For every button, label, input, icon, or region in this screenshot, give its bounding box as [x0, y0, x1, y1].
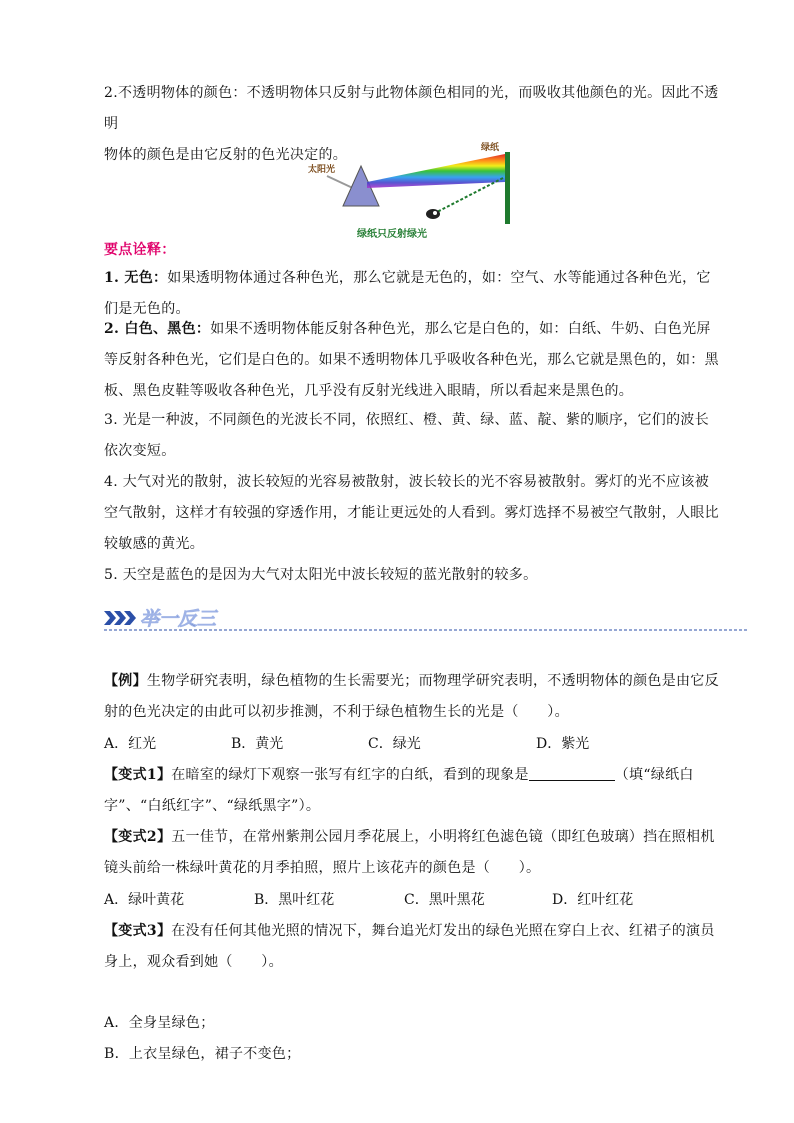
section-2-line-2: 物体的颜色是由它反射的色光决定的。 [104, 147, 348, 163]
practice-banner [104, 603, 747, 633]
key-point-4: 4. 大气对光的散射，波长较短的光容易被散射，波长较长的光不容易被散射。雾灯的光不应该被空气散射，这样才有较强的穿透作用，才能让更远处的人看到。雾灯选择不易被空气散射，人眼比较敏感的黄光。 [104, 474, 719, 552]
option-a[interactable]: A．红光 [104, 736, 157, 752]
key-point-1: 1. 无色：如果透明物体通过各种色光，那么它就是无色的，如：空气、水等能通过各种色光，它们是无色的。 [104, 270, 711, 317]
option-a[interactable]: A．绿叶黄花 [104, 892, 185, 908]
variant-3-option-a[interactable]: A．全身呈绿色； [104, 1015, 215, 1031]
variant-2-options [104, 885, 720, 916]
banner-chevrons-icon [104, 611, 136, 625]
option-c[interactable]: C．绿光 [368, 736, 421, 752]
variant-1-question: 【变式1】在暗室的绿灯下观察一张写有红字的白纸，看到的现象是 （填“绿纸白字”、“白纸红字”、“绿纸黑字”）。 [104, 767, 694, 814]
variant-3-option-b[interactable]: B．上衣呈绿色，裙子不变色； [104, 1046, 301, 1062]
eye-icon [426, 209, 440, 219]
key-point-3: 3. 光是一种波，不同颜色的光波长不同，依照红、橙、黄、绿、蓝、靛、紫的顺序，它们的波长依次变短。 [104, 412, 710, 459]
option-b[interactable]: B．黑叶红花 [254, 892, 335, 908]
banner-title: 举一反三 [140, 608, 217, 630]
example-question: 【例】生物学研究表明，绿色植物的生长需要光；而物理学研究表明，不透明物体的颜色是由它反射的色光决定的由此可以初步推测，不利于绿色植物生长的光是（ ）。 [104, 673, 719, 720]
option-d[interactable]: D．红叶红花 [552, 892, 634, 908]
figure-caption: 绿纸只反射绿光 [357, 229, 427, 240]
section-2-line-1: 2.不透明物体的颜色：不透明物体只反射与此物体颜色相同的光，而吸收其他颜色的光。因此不透明 [104, 85, 719, 132]
variant-2-question: 【变式2】五一佳节，在常州紫荆公园月季花展上，小明将红色滤色镜（即红色玻璃）挡在照相机镜头前给一株绿叶黄花的月季拍照，照片上该花卉的颜色是（ ）。 [104, 829, 715, 876]
option-b[interactable]: B．黄光 [231, 736, 284, 752]
sun-label: 太阳光 [308, 165, 336, 175]
variant-3-question: 【变式3】在没有任何其他光照的情况下，舞台追光灯发出的绿色光照在穿白上衣、红裙子的演员身上，观众看到她（ ）。 [104, 923, 715, 970]
key-points-heading: 要点诠释： [104, 242, 176, 258]
green-paper [505, 152, 510, 224]
banner-graphic [104, 603, 747, 633]
option-c[interactable]: C．黑叶黑花 [404, 892, 485, 908]
answer-blank[interactable] [529, 766, 615, 781]
key-point-5: 5. 天空是蓝色的是因为大气对太阳光中波长较短的蓝光散射的较多。 [104, 567, 538, 583]
paper-label: 绿纸 [481, 143, 500, 153]
prism-figure [305, 142, 515, 240]
spectrum-beam [367, 154, 505, 188]
example-options [104, 729, 720, 760]
key-point-2: 2. 白色、黑色：如果不透明物体能反射各种色光，那么它是白色的，如：白纸、牛奶、白色光屏等反射各种色光，它们是白色的。如果不透明物体几乎吸收各种色光，那么它就是黑色的，如：黑板、黑色皮鞋等吸收各种色光，几乎没有反射光线进入眼睛，所以看起来是黑色的。 [104, 321, 719, 399]
option-d[interactable]: D．紫光 [536, 736, 590, 752]
